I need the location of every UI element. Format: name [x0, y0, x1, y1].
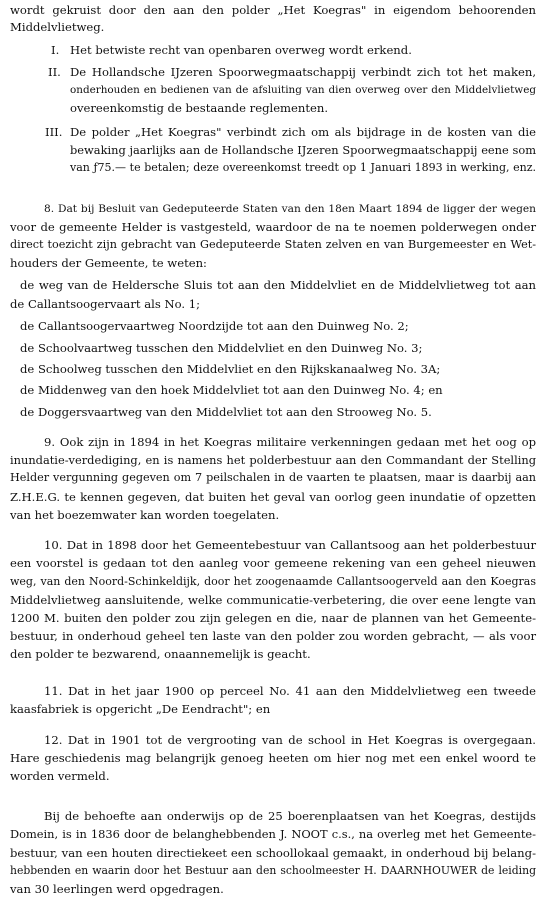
- text-line: hebbenden en waarin door het Bestuur aan den schoolmeester H. DAARNHOUWER de leiding: [10, 864, 536, 877]
- text-line: Z.H.E.G. te kennen gegeven, dat buiten het geval van oorlog geen inundatie of opzetten: [10, 490, 536, 504]
- text-line: Middelvlietweg.: [10, 20, 105, 34]
- text-line: de Schoolvaartweg tusschen den Middelvliet en den Duinweg No. 3;: [20, 341, 423, 355]
- text-line: bewaking jaarlijks aan de Hollandsche IJzeren Spoorwegmaatschappij eene som: [70, 143, 536, 157]
- text-line: inundatie-verdediging, en is namens het polderbestuur aan den Commandant der Stelling: [10, 453, 536, 467]
- text-line: 8. Dat bij Besluit van Gedeputeerde Staten van den 18en Maart 1894 de ligger der wegen: [44, 203, 536, 215]
- text-line: 10. Dat in 1898 door het Gemeentebestuur van Callantsoog aan het polderbestuur: [44, 538, 536, 552]
- text-line: de Middenweg van den hoek Middelvliet tot aan den Duinweg No. 4; en: [20, 383, 443, 397]
- text-line: de Schoolweg tusschen den Middelvliet en den Rijkskanaalweg No. 3A;: [20, 362, 441, 376]
- text-line: houders der Gemeente, te weten:: [10, 256, 207, 270]
- text-line: bestuur, van een houten directiekeet een schoollokaal gemaakt, in onderhoud bij belang-: [10, 846, 536, 860]
- text-line: van 30 leerlingen werd opgedragen.: [10, 882, 224, 896]
- text-line: voor de gemeente Helder is vastgesteld, waardoor de na te noemen polderwegen onder: [10, 220, 536, 234]
- text-line: 11. Dat in het jaar 1900 op perceel No. 41 aan den Middelvlietweg een tweede: [44, 684, 536, 698]
- text-line: de Callantsoogervaartweg Noordzijde tot aan den Duinweg No. 2;: [20, 319, 409, 333]
- text-line: van ƒ75.— te betalen; deze overeenkomst treedt op 1 Januari 1893 in werking, enz.: [70, 161, 536, 174]
- term-number: III.: [45, 125, 63, 139]
- text-line: direct toezicht zijn gebracht van Gedeputeerde Staten zelven en van Burgemeester en Wet-: [10, 238, 536, 251]
- text-line: overeenkomstig de bestaande reglementen.: [70, 101, 329, 115]
- text-line: weg, van den Noord-Schinkeldijk, door het zoogenaamde Callantsoogerveld aan den Koegras: [10, 575, 536, 588]
- text-line: wordt gekruist door den aan den polder „Het Koegras" in eigendom behoorenden: [10, 3, 536, 17]
- text-line: den polder te bezwarend, onaannemelijk is geacht.: [10, 647, 311, 661]
- term-number: I.: [51, 43, 60, 57]
- text-line: De polder „Het Koegras" verbindt zich om als bijdrage in de kosten van die: [70, 125, 536, 139]
- text-line: de Doggersvaartweg van den Middelvliet tot aan den Strooweg No. 5.: [20, 405, 432, 419]
- text-line: 1200 M. buiten den polder zou zijn gelegen en die, naar de plannen van het Gemeente-: [10, 611, 536, 625]
- text-line: 12. Dat in 1901 tot de vergrooting van de school in Het Koegras is overgegaan.: [44, 733, 536, 747]
- text-line: De Hollandsche IJzeren Spoorwegmaatschappij verbindt zich tot het maken,: [70, 65, 536, 79]
- text-line: 9. Ook zijn in 1894 in het Koegras militaire verkenningen gedaan met het oog op: [44, 435, 536, 449]
- text-line: kaasfabriek is opgericht „De Eendracht"; en: [10, 702, 271, 716]
- text-line: Hare geschiedenis mag belangrijk genoeg heeten om hier nog met een enkel woord te: [10, 751, 536, 765]
- text-line: van het boezemwater kan worden toegelaten.: [10, 508, 280, 522]
- text-line: Bij de behoefte aan onderwijs op de 25 boerenplaatsen van het Koegras, destijds: [44, 809, 536, 823]
- text-line: Helder vergunning gegeven om 7 peilschalen in de vaarten te plaatsen, maar is daarbij aan: [10, 471, 536, 484]
- text-line: een voorstel is gedaan tot den aanleg voor gemeene rekening van een geheel nieuwen: [10, 556, 536, 570]
- text-line: de weg van de Heldersche Sluis tot aan den Middelvliet en de Middelvlietweg tot aan: [20, 278, 536, 292]
- text-line: onderhouden en bedienen van de afsluiting van dien overweg over den Middelvlietweg: [70, 84, 536, 96]
- text-line: Middelvlietweg aansluitende, welke communicatie-verbetering, die over eene lengte van: [10, 593, 536, 607]
- text-line: de Callantsoogervaart als No. 1;: [10, 297, 201, 311]
- text-line: Domein, is in 1836 door de belanghebbenden J. NOOT c.s., na overleg met het Gemeente-: [10, 827, 536, 841]
- term-number: II.: [48, 65, 61, 79]
- text-line: worden vermeld.: [10, 769, 110, 783]
- text-line: Het betwiste recht van openbaren overweg wordt erkend.: [70, 43, 412, 57]
- text-line: bestuur, in onderhoud geheel ten laste van den polder zou worden gebracht, — als voor: [10, 629, 536, 643]
